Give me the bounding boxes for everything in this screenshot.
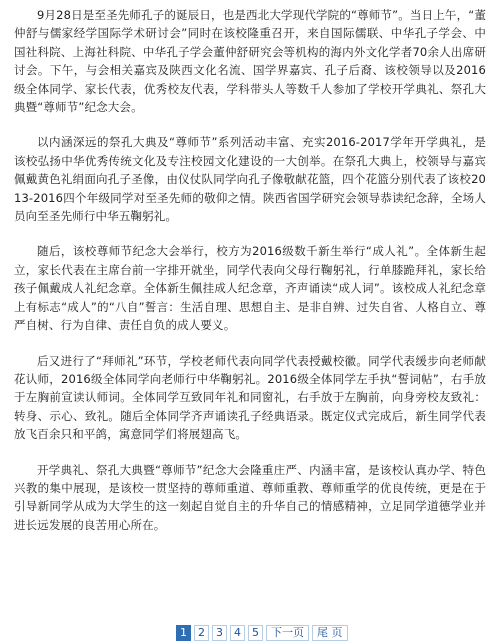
pagination [176,625,348,641]
article-paragraph-5: 开学典礼、祭孔大典暨“尊师节”纪念大会隆重庄严、内涵丰富，是该校认真办学、特色兴教的集中展现，是该校一贯坚持的尊师重道、尊师重教、尊师重学的优良传统，更是在于引导新同学从成为大学生的这一刻起自觉自主的升华自己的情感精神，立足同学道德学业并进长远发展的良苦用心所在。 [14,462,486,532]
page-link-1[interactable]: 1 [176,625,191,641]
article-paragraph-1: 9月28日是至圣先师孔子的诞辰日，也是西北大学现代学院的“尊师节”。当日上午，“董仲舒与儒家经学国际学术研讨会”同时在该校隆重召开，来自国际儒联、中华孔子学会、中国社科院、上海社科院、中华孔子学会董仲舒研究会等机构的海内外文化学者70余人出席研讨会。下午，与会相关嘉宾及陕西文化名流、国学界嘉宾、孔子后裔、该校领导以及2016级全体同学、家长代表，优秀校友代表，学科带头人等数千人参加了学校开学典礼、祭孔大典暨“尊师节”纪念大会。 [14,8,486,115]
article-paragraph-2: 以内涵深远的祭孔大典及“尊师节”系列活动丰富、充实2016-2017学年开学典礼，是该校弘扬中华优秀传统文化及专注校园文化建设的一大创举。在祭孔大典上，校领导与嘉宾佩戴黄色礼绢面向孔子圣像，由仪仗队同学向孔子像敬献花篮，四个花篮分别代表了该校2013-2016四个年级同学对至圣先师的敬仰之情。陕西省国学研究会领导恭读纪念辞，全场人员向至圣先师行中华五鞠躬礼。 [14,135,486,224]
article-paragraph-3: 随后，该校尊师节纪念大会举行，校方为2016级数千新生举行“成人礼”。全体新生起立，家长代表在主席台前一字排开就坐，同学代表向父母行鞠躬礼，行单膝跪拜礼，家长给孩子佩戴成人礼纪念章。全体新生佩挂成人纪念章，齐声诵读“成人词”。该校成人礼纪念章上有标志“成人”的“八自”誓言：生活自理、思想自主、是非自辨、过失自省、人格自立、尊严自树、行为自律、责任自负的成人要义。 [14,244,486,333]
page-link-3[interactable]: 3 [212,625,227,641]
article-body [14,6,486,551]
article-paragraph-4: 后又进行了“拜师礼”环节，学校老师代表向同学代表授戴校徽。同学代表缓步向老师献花认师，2016级全体同学向老师行中华鞠躬礼。2016级全体同学左手执“誓词帖”，右手放于左胸前宣读认师词。全体同学互致同年礼和同窗礼，右手放于左胸前，向身旁校友致礼：转身、示心、致礼。随后全体同学齐声诵读孔子经典语录。既定仪式完成后，新生同学代表放飞百余只和平鸽，寓意同学们将展翅高飞。 [14,353,486,442]
page-link-5[interactable]: 5 [248,625,263,641]
next-page-link[interactable]: 下一页 [266,625,309,641]
last-page-link[interactable]: 尾 页 [312,625,348,641]
page-link-2[interactable]: 2 [194,625,209,641]
page-link-4[interactable]: 4 [230,625,245,641]
